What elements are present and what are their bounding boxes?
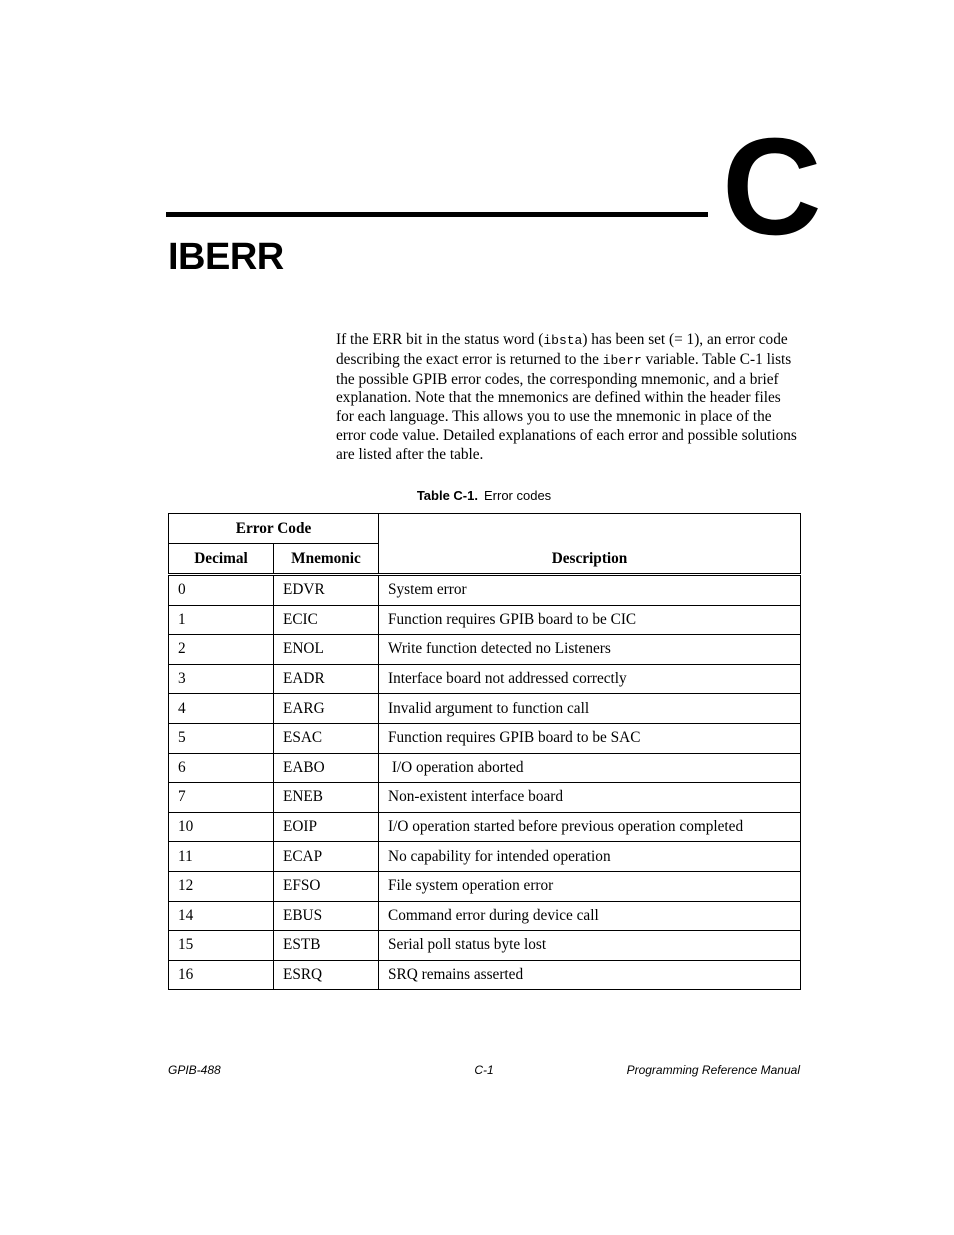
mnemonic-cell: ESTB — [274, 931, 379, 961]
table-caption-text: Error codes — [483, 488, 552, 503]
mnemonic-cell: EOIP — [274, 812, 379, 842]
table-row — [169, 635, 801, 665]
mnemonic-cell: EFSO — [274, 871, 379, 901]
decimal-cell: 15 — [169, 931, 274, 961]
mnemonic-cell: EABO — [274, 753, 379, 783]
intro-text-2: ) has been set (= 1), an error code describing the exact error is returned to the — [336, 331, 788, 368]
decimal-cell: 10 — [169, 812, 274, 842]
description-cell: I/O operation aborted — [379, 753, 801, 783]
chapter-title: IBERR — [168, 236, 284, 278]
decimal-cell: 12 — [169, 871, 274, 901]
mnemonic-cell: ENOL — [274, 635, 379, 665]
footer-page-number: C-1 — [474, 1063, 494, 1077]
appendix-letter: C — [722, 110, 820, 264]
table-row — [169, 901, 801, 931]
decimal-cell: 14 — [169, 901, 274, 931]
mnemonic-cell: ESRQ — [274, 960, 379, 990]
chapter-rule — [166, 212, 708, 217]
description-cell: Serial poll status byte lost — [379, 931, 801, 961]
table-row — [169, 960, 801, 990]
decimal-cell: 11 — [169, 842, 274, 872]
table-row — [169, 812, 801, 842]
decimal-header: Decimal — [169, 544, 274, 575]
description-cell: SRQ remains asserted — [379, 960, 801, 990]
table-body — [169, 575, 801, 990]
description-cell: Invalid argument to function call — [379, 694, 801, 724]
description-cell: System error — [379, 575, 801, 606]
decimal-cell: 1 — [169, 605, 274, 635]
intro-code-ibsta: ibsta — [543, 333, 583, 348]
description-cell: Non-existent interface board — [379, 783, 801, 813]
mnemonic-header: Mnemonic — [274, 544, 379, 575]
intro-paragraph — [336, 331, 802, 465]
table-row — [169, 753, 801, 783]
mnemonic-cell: EARG — [274, 694, 379, 724]
table-row — [169, 783, 801, 813]
decimal-cell: 4 — [169, 694, 274, 724]
table-row — [169, 605, 801, 635]
error-code-group-header: Error Code — [169, 514, 379, 544]
mnemonic-cell: ECIC — [274, 605, 379, 635]
description-cell: Interface board not addressed correctly — [379, 664, 801, 694]
table-row — [169, 842, 801, 872]
mnemonic-cell: EADR — [274, 664, 379, 694]
description-cell: Command error during device call — [379, 901, 801, 931]
table-row — [169, 575, 801, 606]
table-row — [169, 664, 801, 694]
decimal-cell: 3 — [169, 664, 274, 694]
table-header-row-group — [169, 514, 801, 544]
mnemonic-cell: EBUS — [274, 901, 379, 931]
mnemonic-cell: ENEB — [274, 783, 379, 813]
decimal-cell: 5 — [169, 723, 274, 753]
decimal-cell: 16 — [169, 960, 274, 990]
decimal-cell: 2 — [169, 635, 274, 665]
table-row — [169, 931, 801, 961]
description-cell: Write function detected no Listeners — [379, 635, 801, 665]
description-cell: File system operation error — [379, 871, 801, 901]
intro-code-iberr: iberr — [602, 352, 642, 368]
decimal-cell: 6 — [169, 753, 274, 783]
table-row — [169, 694, 801, 724]
mnemonic-cell: ESAC — [274, 723, 379, 753]
table-row — [169, 871, 801, 901]
description-header: Description — [379, 514, 801, 575]
error-codes-table — [168, 513, 801, 990]
table-caption-label: Table C-1. — [416, 488, 478, 503]
description-cell: Function requires GPIB board to be CIC — [379, 605, 801, 635]
decimal-cell: 0 — [169, 575, 274, 606]
decimal-cell: 7 — [169, 783, 274, 813]
description-cell: I/O operation started before previous operation completed — [379, 812, 801, 842]
table-caption — [168, 488, 800, 504]
intro-text-1: If the ERR bit in the status word ( — [336, 331, 544, 348]
intro-text-3: variable. Table C-1 lists the possible GPIB error codes, the corresponding mnemonic, and a brief explanation. Note that the mnemonics are defined within the header files for each language. This allows you to use the mnemonic in place of the error code value. Detailed explanations of each error and possible solutions are listed after the table. — [336, 350, 797, 463]
mnemonic-cell: ECAP — [274, 842, 379, 872]
mnemonic-cell: EDVR — [274, 575, 379, 606]
description-cell: No capability for intended operation — [379, 842, 801, 872]
footer-product: GPIB-488 — [168, 1063, 221, 1077]
table-row — [169, 723, 801, 753]
footer-manual-title: Programming Reference Manual — [626, 1063, 800, 1077]
description-cell: Function requires GPIB board to be SAC — [379, 723, 801, 753]
